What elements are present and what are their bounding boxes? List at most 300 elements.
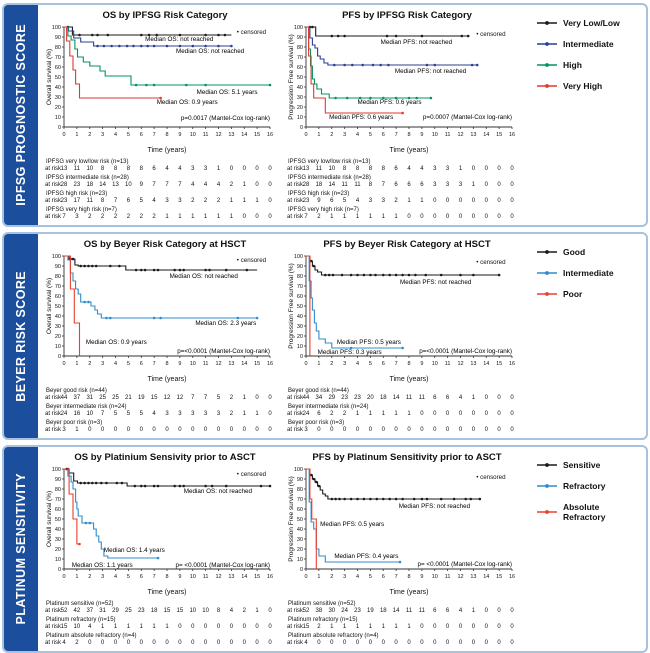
- at-risk-count: 0: [420, 640, 424, 646]
- legend-item-intermediate: [536, 39, 644, 49]
- x-tick-label: 8: [407, 361, 411, 367]
- p-value-label: p=0.0007 (Mantel-Cox log-rank): [422, 114, 512, 121]
- at-risk-count: 34: [315, 395, 323, 401]
- at-risk-count: 2: [88, 214, 92, 220]
- x-tick-label: 9: [178, 574, 182, 580]
- x-tick-label: 15: [254, 132, 261, 138]
- at-risk-group-label: IPFSG intermediate risk (n=28): [288, 175, 371, 181]
- at-risk-count: 1: [152, 624, 156, 630]
- at-risk-count: 0: [191, 624, 195, 630]
- at-risk-count: 13: [112, 182, 119, 188]
- legend-marker-icon: [536, 40, 558, 48]
- x-tick-label: 8: [165, 132, 169, 138]
- median-label: Median PFS: 0.5 years: [320, 521, 385, 528]
- at-risk-count: 2: [229, 395, 234, 401]
- at-risk-values-row: [44, 640, 286, 648]
- at-risk-count: 4: [229, 608, 234, 614]
- at-risk-count: 0: [368, 640, 373, 646]
- median-label: Median PFS: not reached: [380, 39, 453, 46]
- censored-legend-label: • censored: [476, 259, 506, 266]
- y-tick-label: 80: [54, 274, 61, 280]
- at-risk-count: 0: [330, 640, 334, 646]
- at-risk-values-row: [286, 395, 528, 403]
- at-risk-count: 7: [113, 198, 118, 204]
- at-risk-count: 0: [497, 640, 501, 646]
- at-risk-count: 2: [342, 411, 347, 417]
- km-figure: [2, 3, 648, 653]
- at-risk-count: 0: [445, 198, 450, 204]
- at-risk-count: 6: [152, 166, 156, 172]
- at-risk-count: 0: [497, 182, 501, 188]
- at-risk-count: 0: [342, 427, 347, 433]
- legend-label: Refractory: [563, 481, 606, 491]
- at-risk-count: 1: [342, 214, 347, 220]
- at-risk-count: 11: [341, 182, 348, 188]
- at-risk-count: 0: [203, 640, 208, 646]
- at-risk-count: 3: [203, 166, 208, 172]
- censor-marks-good: [310, 260, 501, 277]
- at-risk-values-row: [44, 624, 286, 632]
- at-risk-count: 3: [433, 166, 437, 172]
- at-risk-count: 5: [126, 411, 131, 417]
- y-tick-label: 40: [54, 314, 61, 320]
- at-risk-count: 0: [394, 427, 398, 433]
- at-risk-group-label: Beyer intermediate risk (n=24): [46, 404, 127, 410]
- y-tick-label: 80: [54, 487, 61, 493]
- at-risk-count: 0: [471, 411, 476, 417]
- km-plot-svg: [44, 464, 282, 583]
- legend-marker-icon: [536, 482, 558, 490]
- x-tick-label: 7: [394, 132, 398, 138]
- at-risk-count: 0: [510, 395, 514, 401]
- at-risk-count: 1: [255, 608, 259, 614]
- at-risk-group-label: IPFSG very high risk (n=7): [46, 207, 117, 213]
- at-risk-count: 1: [381, 214, 385, 220]
- at-risk-count: 0: [342, 640, 347, 646]
- at-risk-count: 1: [381, 411, 385, 417]
- at-risk-count: 3: [458, 182, 463, 188]
- x-tick-label: 16: [508, 361, 516, 367]
- at-risk-values-row: [286, 608, 528, 616]
- x-tick-label: 1: [317, 361, 321, 367]
- at-risk-count: 29: [328, 395, 336, 401]
- median-label: Median OS: not reached: [169, 273, 238, 280]
- at-risk-values-row: [286, 166, 528, 174]
- x-tick-label: 6: [139, 574, 143, 580]
- at-risk-count: 6: [407, 182, 411, 188]
- at-risk-count: 8: [368, 166, 373, 172]
- at-risk-count: 7: [100, 411, 105, 417]
- at-risk-count: 12: [163, 395, 171, 401]
- legend-item-poor: [536, 289, 644, 299]
- at-risk-count: 3: [191, 411, 195, 417]
- at-risk-count: 6: [330, 198, 334, 204]
- at-risk-count: 2: [126, 214, 131, 220]
- at-risk-count: 3: [191, 166, 195, 172]
- legend-label: Intermediate: [563, 268, 614, 278]
- y-tick-label: 20: [296, 547, 303, 553]
- at-risk-count: 1: [216, 166, 221, 172]
- chart-os-by-ipfsg-risk-category: [44, 10, 286, 222]
- panel-content-platinum: [38, 447, 646, 651]
- y-tick-label: 100: [51, 25, 61, 31]
- censor-marks-very-high: [401, 112, 404, 115]
- at-risk-count: 7: [203, 395, 208, 401]
- x-tick-label: 12: [457, 361, 464, 367]
- at-risk-count: 1: [394, 624, 398, 630]
- at-risk-count: 3: [304, 427, 308, 433]
- at-risk-count: 8: [342, 166, 347, 172]
- at-risk-table: [286, 600, 528, 648]
- at-risk-count: 0: [471, 198, 476, 204]
- at-risk-count: 0: [407, 640, 411, 646]
- at-risk-count: 52: [60, 608, 68, 614]
- y-tick-label: 90: [296, 477, 303, 483]
- at-risk-count: 0: [484, 624, 488, 630]
- at-risk-count: 18: [150, 608, 158, 614]
- at-risk-count: 1: [394, 214, 398, 220]
- at-risk-count: 0: [471, 624, 476, 630]
- at-risk-count: 11: [354, 182, 361, 188]
- at-risk-count: 10: [328, 166, 336, 172]
- at-risk-count: 23: [60, 198, 68, 204]
- x-tick-label: 13: [470, 132, 477, 138]
- at-risk-count: 0: [268, 182, 272, 188]
- y-tick-label: 50: [54, 517, 61, 523]
- at-risk-count: 0: [484, 198, 488, 204]
- x-axis-label: Time (years): [147, 376, 187, 383]
- at-risk-count: 7: [165, 182, 169, 188]
- at-risk-count: 1: [381, 624, 385, 630]
- at-risk-count: 0: [203, 427, 208, 433]
- y-tick-label: 60: [54, 65, 61, 71]
- at-risk-count: 2: [317, 624, 321, 630]
- y-tick-label: 70: [54, 497, 61, 503]
- at-risk-prefix: at risk: [45, 624, 62, 630]
- median-label: Median OS: not reached: [183, 488, 253, 495]
- y-tick-label: 100: [51, 467, 61, 473]
- x-tick-label: 12: [215, 361, 222, 367]
- km-plot-svg: [44, 251, 282, 370]
- legend-label: Good: [563, 247, 586, 257]
- at-risk-count: 0: [420, 624, 424, 630]
- at-risk-count: 0: [268, 640, 272, 646]
- x-tick-label: 7: [152, 574, 156, 580]
- at-risk-count: 0: [458, 624, 463, 630]
- legend-item-refractory: [536, 481, 644, 491]
- at-risk-count: 3: [381, 198, 385, 204]
- at-risk-values-row: [44, 411, 286, 419]
- at-risk-count: 0: [152, 427, 156, 433]
- series-line-good: [306, 256, 499, 275]
- at-risk-count: 23: [302, 198, 310, 204]
- x-tick-label: 11: [444, 132, 451, 138]
- at-risk-count: 1: [355, 214, 360, 220]
- x-tick-label: 14: [241, 574, 248, 580]
- x-tick-label: 13: [228, 132, 235, 138]
- at-risk-count: 8: [113, 166, 118, 172]
- x-tick-label: 9: [178, 361, 182, 367]
- at-risk-count: 1: [216, 214, 221, 220]
- at-risk-count: 0: [268, 411, 272, 417]
- at-risk-table: [44, 600, 286, 648]
- censor-marks-refractory: [399, 561, 402, 564]
- series-line-sensitive: [306, 469, 480, 499]
- at-risk-count: 1: [242, 395, 246, 401]
- at-risk-group-label: Beyer intermediate risk (n=24): [288, 404, 369, 410]
- y-tick-label: 90: [54, 35, 61, 41]
- at-risk-count: 2: [152, 214, 156, 220]
- sidebar-label-ipfsg: IPFSG PROGNOSTIC SCORE: [14, 24, 28, 206]
- at-risk-count: 6: [420, 182, 424, 188]
- x-tick-label: 10: [189, 574, 196, 580]
- at-risk-count: 15: [150, 395, 158, 401]
- km-plot-svg: [286, 251, 524, 370]
- x-tick-label: 4: [355, 132, 360, 138]
- at-risk-prefix: at risk: [287, 182, 304, 188]
- at-risk-count: 52: [302, 608, 310, 614]
- at-risk-count: 4: [165, 166, 169, 172]
- x-tick-label: 8: [407, 574, 411, 580]
- y-tick-label: 0: [299, 354, 303, 360]
- at-risk-count: 0: [255, 214, 259, 220]
- at-risk-count: 6: [394, 182, 398, 188]
- at-risk-count: 24: [341, 608, 348, 614]
- x-tick-label: 0: [304, 132, 308, 138]
- sidebar-label-platinum: PLATINUM SENSITIVITY: [14, 473, 28, 625]
- median-label: Median OS: 0.9 years: [85, 339, 147, 346]
- at-risk-prefix: at risk: [45, 608, 62, 614]
- at-risk-count: 0: [484, 182, 488, 188]
- at-risk-count: 0: [458, 198, 463, 204]
- at-risk-count: 7: [152, 182, 156, 188]
- at-risk-count: 3: [216, 411, 221, 417]
- y-tick-label: 80: [296, 45, 303, 51]
- at-risk-count: 2: [191, 198, 195, 204]
- at-risk-count: 2: [330, 411, 334, 417]
- at-risk-values-row: [44, 198, 286, 206]
- x-tick-label: 1: [75, 574, 79, 580]
- x-tick-label: 2: [330, 361, 334, 367]
- at-risk-count: 1: [407, 198, 411, 204]
- at-risk-count: 0: [433, 198, 437, 204]
- median-label: Median OS: 1.4 years: [103, 547, 165, 554]
- at-risk-count: 3: [203, 411, 208, 417]
- at-risk-count: 2: [229, 411, 234, 417]
- y-tick-label: 10: [54, 344, 61, 350]
- y-tick-label: 30: [54, 537, 61, 543]
- at-risk-count: 31: [86, 395, 94, 401]
- at-risk-count: 18: [379, 395, 387, 401]
- at-risk-count: 10: [202, 608, 209, 614]
- at-risk-count: 0: [268, 214, 272, 220]
- at-risk-count: 25: [99, 395, 106, 401]
- at-risk-count: 0: [510, 411, 514, 417]
- at-risk-count: 0: [113, 640, 118, 646]
- at-risk-count: 0: [381, 427, 385, 433]
- at-risk-count: 14: [328, 182, 336, 188]
- y-tick-label: 60: [296, 507, 303, 513]
- at-risk-count: 14: [99, 182, 106, 188]
- at-risk-count: 3: [62, 427, 66, 433]
- x-tick-label: 11: [444, 574, 451, 580]
- at-risk-count: 0: [510, 214, 514, 220]
- at-risk-count: 4: [88, 624, 92, 630]
- at-risk-count: 2: [75, 640, 79, 646]
- at-risk-count: 7: [191, 395, 195, 401]
- y-tick-label: 70: [296, 284, 303, 290]
- at-risk-count: 9: [317, 198, 321, 204]
- at-risk-count: 23: [73, 182, 81, 188]
- at-risk-count: 5: [342, 198, 347, 204]
- at-risk-count: 1: [242, 198, 246, 204]
- x-tick-label: 4: [113, 361, 118, 367]
- at-risk-group-label: IPFSG high risk (n=23): [46, 191, 108, 197]
- sidebar-beyer: [4, 234, 38, 438]
- at-risk-count: 1: [113, 624, 118, 630]
- at-risk-count: 1: [126, 624, 131, 630]
- censored-legend-label: • censored: [236, 257, 267, 264]
- legend-label: Sensitive: [563, 460, 601, 470]
- at-risk-count: 0: [510, 182, 514, 188]
- at-risk-count: 0: [420, 411, 424, 417]
- at-risk-count: 28: [60, 182, 68, 188]
- chart-title: PFS by Platinum Sensitivity prior to ASCT: [312, 452, 502, 463]
- x-tick-label: 6: [381, 574, 385, 580]
- at-risk-count: 0: [216, 640, 221, 646]
- at-risk-values-row: [286, 182, 528, 190]
- at-risk-count: 3: [178, 198, 182, 204]
- at-risk-count: 0: [433, 411, 437, 417]
- at-risk-count: 0: [255, 640, 259, 646]
- at-risk-count: 0: [242, 624, 246, 630]
- x-tick-label: 3: [101, 361, 105, 367]
- at-risk-count: 0: [484, 166, 488, 172]
- at-risk-count: 0: [268, 395, 272, 401]
- series-line-very-low-low: [64, 27, 231, 35]
- x-tick-label: 3: [101, 132, 105, 138]
- at-risk-count: 4: [304, 640, 308, 646]
- at-risk-count: 1: [165, 624, 169, 630]
- at-risk-count: 1: [242, 411, 246, 417]
- x-tick-label: 14: [241, 361, 248, 367]
- at-risk-count: 3: [445, 182, 450, 188]
- at-risk-count: 0: [229, 624, 234, 630]
- at-risk-values-row: [44, 427, 286, 435]
- at-risk-count: 1: [203, 214, 208, 220]
- legend-label: Intermediate: [563, 39, 614, 49]
- y-axis-label: Progression Free survival (%): [288, 476, 295, 562]
- at-risk-count: 2: [216, 198, 221, 204]
- chart-title: OS by Beyer Risk Category at HSCT: [83, 239, 247, 250]
- at-risk-count: 0: [139, 640, 143, 646]
- panel-beyer: [2, 232, 648, 440]
- at-risk-values-row: [44, 608, 286, 616]
- y-tick-label: 40: [54, 85, 61, 91]
- y-tick-label: 80: [296, 274, 303, 280]
- x-tick-label: 10: [431, 574, 438, 580]
- x-tick-label: 5: [126, 361, 130, 367]
- at-risk-count: 0: [191, 427, 195, 433]
- censor-marks-good: [69, 258, 248, 272]
- at-risk-count: 0: [255, 624, 259, 630]
- at-risk-count: 28: [302, 182, 310, 188]
- at-risk-count: 0: [152, 640, 156, 646]
- x-tick-label: 16: [266, 574, 274, 580]
- x-tick-label: 14: [241, 132, 248, 138]
- chart-pfs-by-beyer-risk-category-at-hsct: [286, 239, 528, 435]
- at-risk-count: 0: [445, 624, 450, 630]
- x-tick-label: 4: [355, 574, 360, 580]
- at-risk-count: 0: [484, 427, 488, 433]
- x-tick-label: 3: [343, 132, 347, 138]
- p-value-label: p=<0.0001 (Mantel-Cox log-rank): [419, 348, 512, 355]
- x-tick-label: 4: [113, 132, 118, 138]
- at-risk-count: 18: [315, 182, 323, 188]
- at-risk-count: 0: [88, 640, 92, 646]
- x-tick-label: 0: [62, 132, 66, 138]
- y-tick-label: 50: [54, 304, 61, 310]
- at-risk-count: 0: [229, 640, 234, 646]
- at-risk-count: 0: [510, 608, 514, 614]
- y-tick-label: 60: [54, 294, 61, 300]
- at-risk-count: 0: [497, 411, 501, 417]
- legend-beyer: [528, 239, 644, 435]
- at-risk-prefix: at risk: [45, 411, 62, 417]
- median-label: Median OS: 5.1 years: [196, 89, 258, 96]
- at-risk-count: 16: [73, 411, 81, 417]
- at-risk-count: 44: [60, 395, 68, 401]
- at-risk-count: 25: [112, 395, 119, 401]
- at-risk-count: 21: [125, 395, 132, 401]
- x-tick-label: 13: [470, 361, 477, 367]
- at-risk-count: 10: [73, 624, 81, 630]
- at-risk-count: 0: [510, 166, 514, 172]
- y-tick-label: 30: [54, 95, 61, 101]
- x-tick-label: 5: [368, 574, 372, 580]
- at-risk-count: 0: [191, 640, 195, 646]
- x-tick-label: 7: [152, 361, 156, 367]
- at-risk-count: 0: [458, 411, 463, 417]
- chart-title: OS by IPFSG Risk Category: [102, 10, 228, 21]
- at-risk-values-row: [286, 411, 528, 419]
- at-risk-group-label: IPFSG high risk (n=23): [288, 191, 350, 197]
- x-tick-label: 12: [457, 574, 464, 580]
- at-risk-count: 4: [152, 198, 156, 204]
- x-tick-label: 15: [496, 361, 503, 367]
- at-risk-count: 0: [317, 427, 321, 433]
- at-risk-count: 0: [229, 427, 234, 433]
- series-line-poor: [64, 256, 80, 356]
- at-risk-count: 3: [433, 182, 437, 188]
- at-risk-count: 0: [242, 214, 246, 220]
- legend-item-good: [536, 247, 644, 257]
- at-risk-count: 30: [328, 608, 336, 614]
- censor-marks-intermediate: [83, 301, 258, 320]
- censored-legend-label: • censored: [236, 29, 267, 36]
- x-tick-label: 7: [394, 361, 398, 367]
- at-risk-count: 1: [178, 214, 182, 220]
- at-risk-count: 2: [394, 198, 398, 204]
- at-risk-prefix: at risk: [45, 395, 62, 401]
- x-tick-label: 8: [165, 361, 169, 367]
- at-risk-count: 11: [418, 395, 425, 401]
- at-risk-count: 0: [484, 214, 488, 220]
- y-tick-label: 80: [296, 487, 303, 493]
- at-risk-count: 4: [191, 182, 195, 188]
- at-risk-prefix: at risk: [45, 640, 62, 646]
- at-risk-prefix: at risk: [45, 182, 62, 188]
